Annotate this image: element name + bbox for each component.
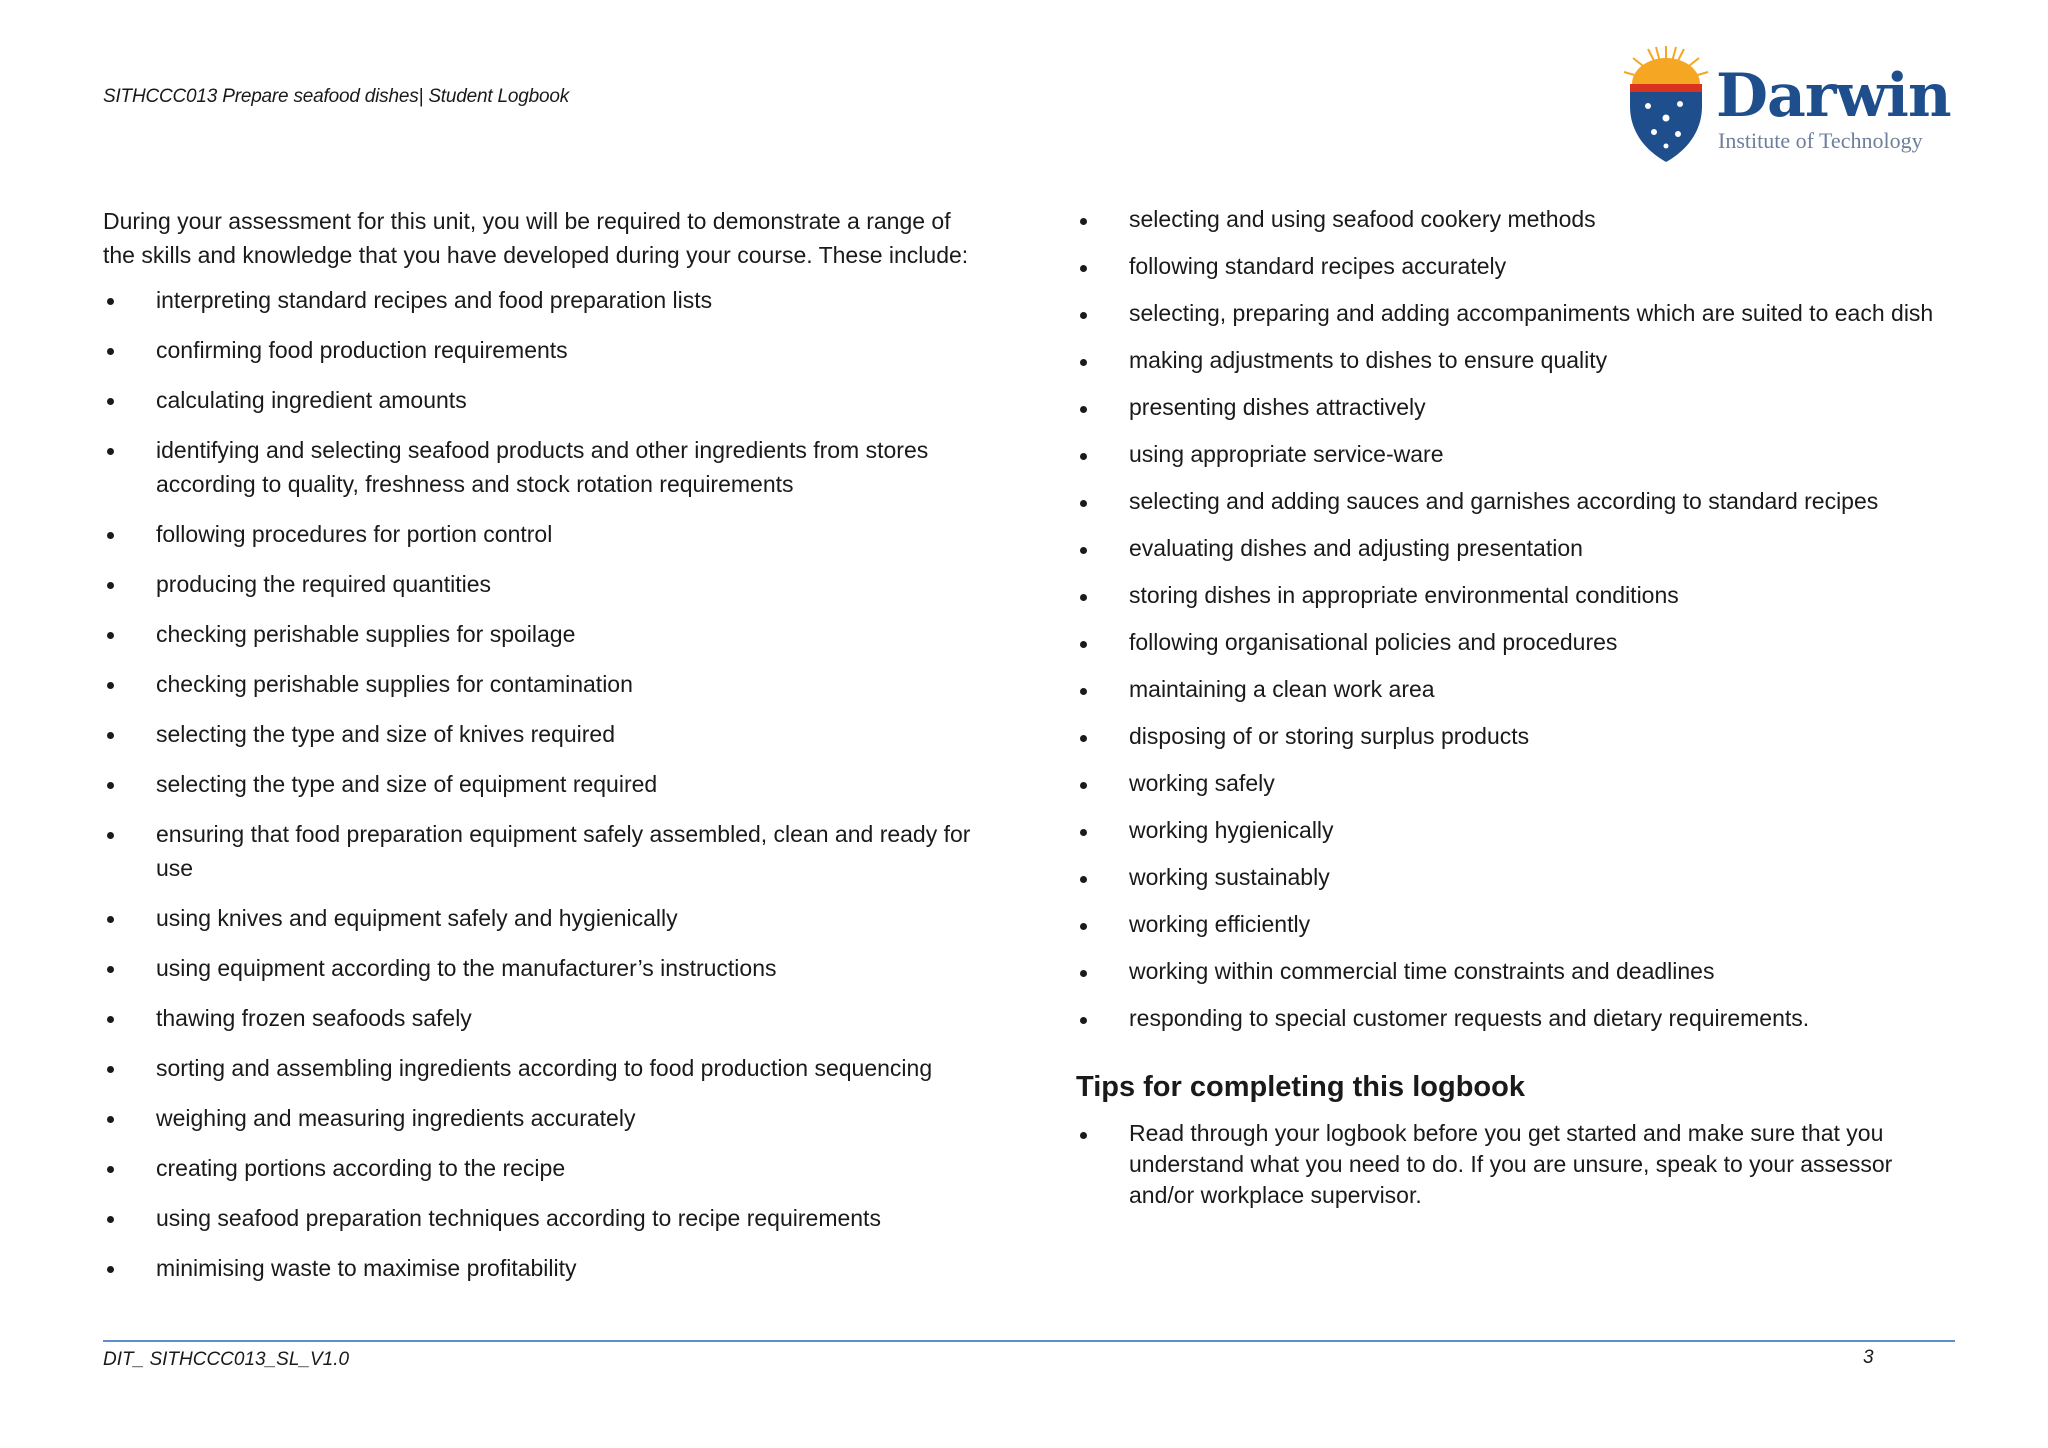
bullet-icon [1080, 641, 1087, 648]
list-item-text: using equipment according to the manufacturer’s instructions [156, 955, 777, 981]
list-item-text: using appropriate service-ware [1129, 441, 1444, 467]
list-item-text: following organisational policies and procedures [1129, 629, 1618, 655]
list-item-text: weighing and measuring ingredients accurately [156, 1105, 636, 1131]
skills-list-right [1076, 204, 1956, 1034]
list-item [1076, 486, 1956, 517]
document-header-title: SITHCCC013 Prepare seafood dishes| Student Logbook [103, 86, 570, 107]
bullet-icon [107, 632, 114, 639]
list-item-text: interpreting standard recipes and food preparation lists [156, 287, 713, 313]
bullet-icon [1080, 594, 1087, 601]
list-item-text: disposing of or storing surplus products [1129, 723, 1530, 749]
bullet-icon [107, 532, 114, 539]
logo-name: Darwin [1716, 61, 1951, 131]
page-number: 3 [1863, 1347, 1874, 1368]
bullet-icon [1080, 688, 1087, 695]
list-item [103, 517, 983, 551]
bullet-icon [107, 1166, 114, 1173]
list-item-text: following procedures for portion control [156, 521, 553, 547]
list-item [1076, 1003, 1956, 1034]
list-item-text: working hygienically [1129, 817, 1334, 843]
list-item-text: selecting, preparing and adding accompaniments which are suited to each dish [1129, 300, 1934, 326]
bullet-icon [1080, 970, 1087, 977]
logo-subtitle: Institute of Technology [1718, 128, 1923, 153]
list-item [103, 901, 983, 935]
document-code: DIT_ SITHCCC013_SL_V1.0 [103, 1349, 350, 1370]
list-item [103, 283, 983, 317]
bullet-icon [1080, 265, 1087, 272]
bullet-icon [1080, 876, 1087, 883]
list-item [1076, 909, 1956, 940]
list-item-text: selecting and adding sauces and garnishes according to standard recipes [1129, 488, 1879, 514]
bullet-icon [1080, 453, 1087, 460]
skills-list-left [103, 283, 983, 1285]
list-item-text: presenting dishes attractively [1129, 394, 1426, 420]
bullet-icon [107, 1016, 114, 1023]
list-item [103, 1201, 983, 1235]
bullet-icon [107, 916, 114, 923]
list-item [1076, 674, 1956, 705]
list-item [103, 1051, 983, 1085]
bullet-icon [1080, 782, 1087, 789]
list-item-text: confirming food production requirements [156, 337, 568, 363]
list-item-text: calculating ingredient amounts [156, 387, 467, 413]
bullet-icon [1080, 547, 1087, 554]
left-column [103, 204, 983, 1301]
list-item [1076, 392, 1956, 423]
list-item [1076, 627, 1956, 658]
list-item-text: Read through your logbook before you get started and make sure that you understand what you need to do. If you are unsure, speak to your assessor and/or workplace supervisor. [1129, 1120, 1893, 1208]
bullet-icon [107, 582, 114, 589]
list-item [1076, 721, 1956, 752]
list-item [1076, 956, 1956, 987]
bullet-icon [107, 348, 114, 355]
list-item-text: maintaining a clean work area [1129, 676, 1435, 702]
bullet-icon [1080, 1132, 1087, 1139]
bullet-icon [1080, 735, 1087, 742]
list-item [103, 383, 983, 417]
bullet-icon [107, 448, 114, 455]
list-item [1076, 251, 1956, 282]
list-item [103, 1101, 983, 1135]
bullet-icon [107, 1066, 114, 1073]
list-item-text: selecting the type and size of knives required [156, 721, 615, 747]
list-item [1076, 439, 1956, 470]
list-item-text: working sustainably [1129, 864, 1330, 890]
bullet-icon [107, 732, 114, 739]
list-item [1076, 533, 1956, 564]
bullet-icon [1080, 829, 1087, 836]
tips-heading: Tips for completing this logbook [1076, 1071, 1525, 1103]
list-item-text: selecting and using seafood cookery methods [1129, 206, 1596, 232]
list-item-text: thawing frozen seafoods safely [156, 1005, 472, 1031]
shield-sun-icon [1618, 44, 1714, 168]
footer-rule [103, 1340, 1955, 1342]
list-item-text: sorting and assembling ingredients according to food production sequencing [156, 1055, 933, 1081]
list-item-text: evaluating dishes and adjusting presentation [1129, 535, 1583, 561]
list-item [1076, 815, 1956, 846]
bullet-icon [107, 832, 114, 839]
list-item [1076, 1118, 1956, 1211]
list-item-text: using seafood preparation techniques according to recipe requirements [156, 1205, 881, 1231]
list-item [103, 951, 983, 985]
list-item-text: ensuring that food preparation equipment safely assembled, clean and ready for use [156, 821, 971, 881]
bullet-icon [107, 1116, 114, 1123]
bullet-icon [107, 1216, 114, 1223]
bullet-icon [1080, 500, 1087, 507]
list-item [1076, 298, 1956, 329]
bullet-icon [107, 966, 114, 973]
list-item-text: making adjustments to dishes to ensure quality [1129, 347, 1608, 373]
list-item-text: using knives and equipment safely and hygienically [156, 905, 678, 931]
bullet-icon [1080, 923, 1087, 930]
list-item-text: creating portions according to the recipe [156, 1155, 566, 1181]
list-item-text: checking perishable supplies for spoilage [156, 621, 576, 647]
list-item-text: checking perishable supplies for contamination [156, 671, 633, 697]
list-item-text: following standard recipes accurately [1129, 253, 1507, 279]
bullet-icon [107, 398, 114, 405]
list-item [103, 817, 983, 885]
bullet-icon [107, 298, 114, 305]
intro-paragraph: During your assessment for this unit, you will be required to demonstrate a range of the skills and knowledge that you have developed during your course. These include: [103, 208, 969, 268]
list-item [103, 617, 983, 651]
bullet-icon [1080, 1017, 1087, 1024]
list-item [103, 1001, 983, 1035]
list-item [103, 667, 983, 701]
list-item-text: working safely [1129, 770, 1275, 796]
list-item-text: selecting the type and size of equipment required [156, 771, 658, 797]
list-item [1076, 580, 1956, 611]
list-item [103, 767, 983, 801]
darwin-institute-logo [1618, 44, 1951, 168]
bullet-icon [107, 782, 114, 789]
list-item [1076, 345, 1956, 376]
bullet-icon [107, 682, 114, 689]
list-item-text: producing the required quantities [156, 571, 492, 597]
list-item [103, 717, 983, 751]
list-item [103, 1151, 983, 1185]
bullet-icon [1080, 359, 1087, 366]
list-item-text: minimising waste to maximise profitability [156, 1255, 577, 1281]
bullet-icon [1080, 218, 1087, 225]
bullet-icon [1080, 406, 1087, 413]
list-item-text: working efficiently [1129, 911, 1311, 937]
bullet-icon [107, 1266, 114, 1273]
list-item [1076, 768, 1956, 799]
right-column [1076, 204, 1956, 1227]
bullet-icon [1080, 312, 1087, 319]
list-item [103, 333, 983, 367]
list-item [1076, 204, 1956, 235]
list-item-text: identifying and selecting seafood products and other ingredients from stores according to quality, freshness and stock rotation requirements [156, 437, 929, 497]
list-item [103, 567, 983, 601]
list-item [103, 433, 983, 501]
list-item-text: storing dishes in appropriate environmental conditions [1129, 582, 1679, 608]
tips-list [1076, 1118, 1956, 1211]
list-item-text: working within commercial time constraints and deadlines [1129, 958, 1715, 984]
list-item [103, 1251, 983, 1285]
list-item [1076, 862, 1956, 893]
list-item-text: responding to special customer requests and dietary requirements. [1129, 1005, 1810, 1031]
